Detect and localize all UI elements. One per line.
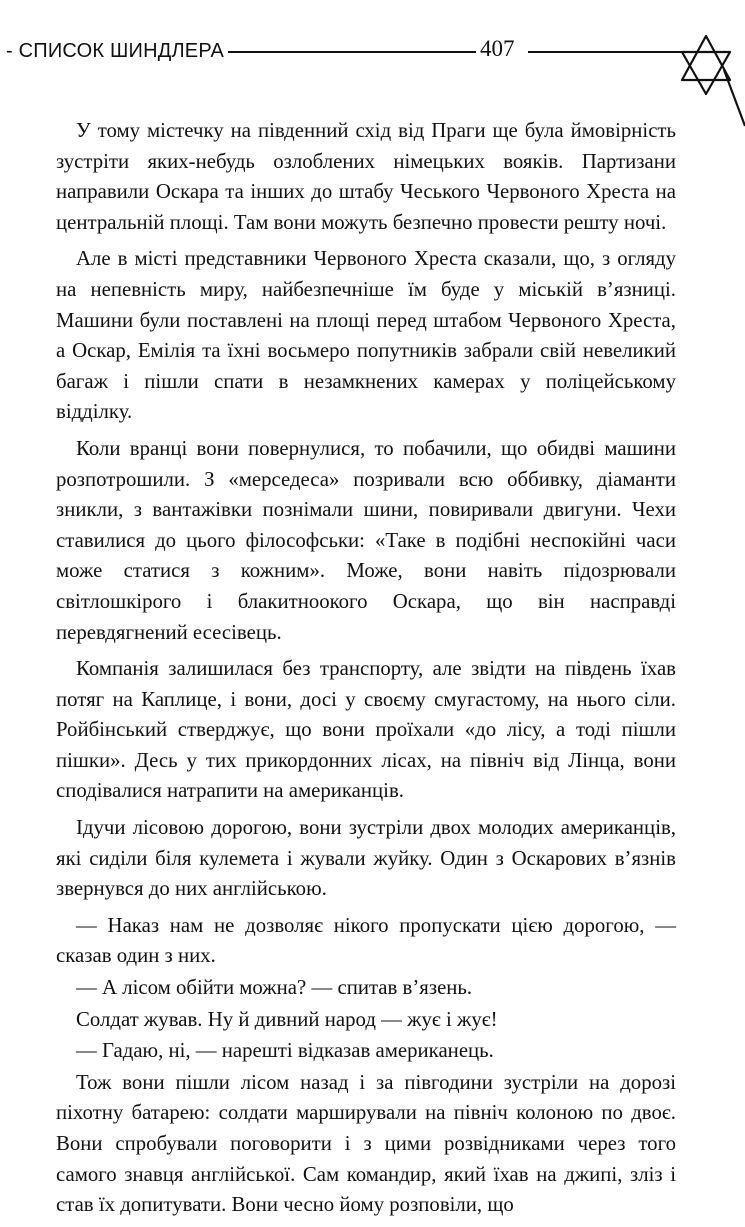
body-text (56, 116, 676, 1227)
paragraph: Але в місті представники Червоного Хреста сказали, що, з огляду на непевність миру, найбезпечніше їм буде у міській в’язниці. Машини були поставлені на площі перед штабом Червоного Хреста, а Оскар, Емілія та їхні восьмеро попутників забрали свій невеликий багаж і пішли спати в незамкнених камерах у поліцейському відділку. (56, 247, 676, 424)
dialogue-line: — А лісом обійти можна? — спитав в’язень. (76, 976, 473, 1000)
header-rule-left (228, 51, 476, 53)
paragraph: Компанія залишилася без транспорту, але звідти на південь їхав потяг на Каплице, і вони, досі у своєму смугастому, на нього сіли. Ройбінський стверджує, що вони проїхали «до лісу, а тоді пішли пішки». Десь у тих прикордонних лісах, на північ від Лінца, вони сподівалися натрапити на американців. (56, 657, 676, 803)
paragraph: Коли вранці вони повернулися, то побачили, що обидві машини розпотрошили. З «мерседеса» позривали всю оббивку, діаманти зникли, з вантажівки познімали шини, повиривали двигуни. Чехи ставилися до цього філософськи: «Таке в подібні неспокійні часи може статися з кожним». Може, вони навіть підозрювали світлошкірого і блакитноокого Оскара, що він насправді перевдягнений есесівець. (56, 436, 676, 644)
header-rule-right (528, 51, 688, 53)
paragraph: Тож вони пішли лісом назад і за півгодини зустріли на дорозі піхотну батарею: солдати марширували на північ колоною по двоє. Вони спробували поговорити і з цими розвідниками через того самого знавця англійської. Сам командир, який їхав на джипі, зліз і став їх допитувати. Вони чесно йому розповіли, що (56, 1070, 676, 1217)
dialogue-line: — Наказ нам не дозволяє нікого пропускати цією дорогою, — сказав один з них. (56, 913, 676, 968)
star-of-david-icon (672, 34, 745, 134)
page-number: 407 (480, 36, 515, 61)
running-header (0, 34, 745, 74)
paragraph: Ідучи лісовою дорогою, вони зустріли двох молодих американців, які сиділи біля кулемета і жували жуйку. Один з Оскарових в’язнів звернувся до них англійською. (56, 816, 676, 901)
paragraph: У тому містечку на південний схід від Праги ще була ймовірність зустріти яких-небудь озлоблених німецьких вояків. Партизани направили Оскара та інших до штабу Чеського Червоного Хреста на центральній площі. Там вони можуть безпечно провести решту ночі. (56, 119, 676, 234)
running-title: - СПИСОК ШИНДЛЕРА (6, 40, 225, 62)
dialogue-line: Солдат жував. Ну й дивний народ — жує і жує! (76, 1007, 498, 1031)
dialogue-line: — Гадаю, ні, — нарешті відказав американець. (76, 1039, 494, 1063)
